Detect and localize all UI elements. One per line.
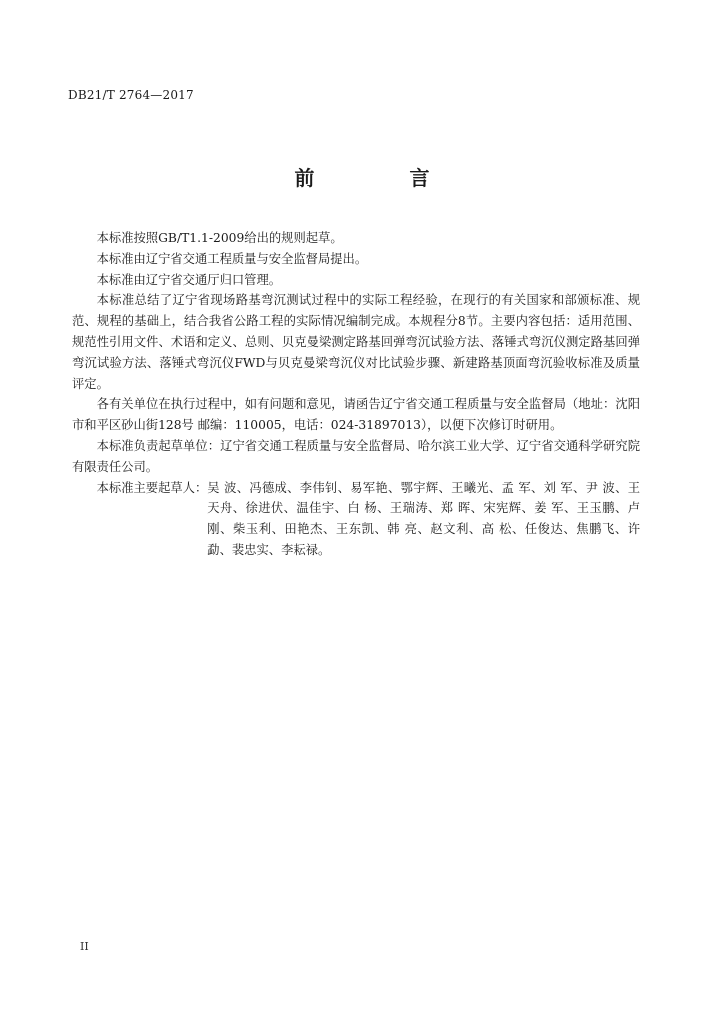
- paragraph-proposer: 本标准由辽宁省交通工程质量与安全监督局提出。: [96, 251, 368, 266]
- paragraph-summary: 本标准总结了辽宁省现场路基弯沉测试过程中的实际工程经验，在现行的有关国家和部颁标准、规范、规程的基础上，结合我省公路工程的实际情况编制完成。本规程分8节。主要内容包括：适用范围、规范性引用文件、术语和定义、总则、贝克曼梁测定路基回弹弯沉试验方法、落锤式弯沉仪测定路基回弹弯沉试验方法、落锤式弯沉仪FWD与贝克曼梁弯沉仪对比试验步骤、新建路基顶面弯沉验收标准及质量评定。: [72, 293, 640, 391]
- page-title: 前 言: [294, 166, 474, 190]
- foreword-body: [72, 228, 640, 561]
- drafters-names: 吴 波、冯德成、李伟钊、易军艳、鄂宇辉、王曦光、孟 军、刘 军、尹 波、王天舟、徐进伏、温佳宇、白 杨、王瑞涛、郑 晖、宋宪辉、姜 军、王玉鹏、卢 刚、柴玉利、田艳杰、王东凯、韩 亮、赵文利、高 松、任俊达、焦鹏飞、许 勐、裴忠实、李耘禄。: [207, 480, 640, 557]
- standard-code: DB21/T 2764—2017: [68, 88, 194, 102]
- drafters-block: [72, 478, 640, 561]
- page-number: II: [80, 940, 89, 953]
- paragraph-feedback: 各有关单位在执行过程中，如有问题和意见，请函告辽宁省交通工程质量与安全监督局（地址：沈阳市和平区砂山街128号 邮编：110005，电话：024-31897013），以便下次修订时研用。: [72, 397, 640, 433]
- paragraph-drafting-units: 本标准负责起草单位：辽宁省交通工程质量与安全监督局、哈尔滨工业大学、辽宁省交通科学研究院有限责任公司。: [72, 438, 640, 474]
- drafters-label: 本标准主要起草人：: [96, 480, 208, 495]
- paragraph-administrator: 本标准由辽宁省交通厅归口管理。: [96, 272, 282, 287]
- paragraph-drafting-rules: 本标准按照GB/T1.1-2009给出的规则起草。: [96, 231, 343, 245]
